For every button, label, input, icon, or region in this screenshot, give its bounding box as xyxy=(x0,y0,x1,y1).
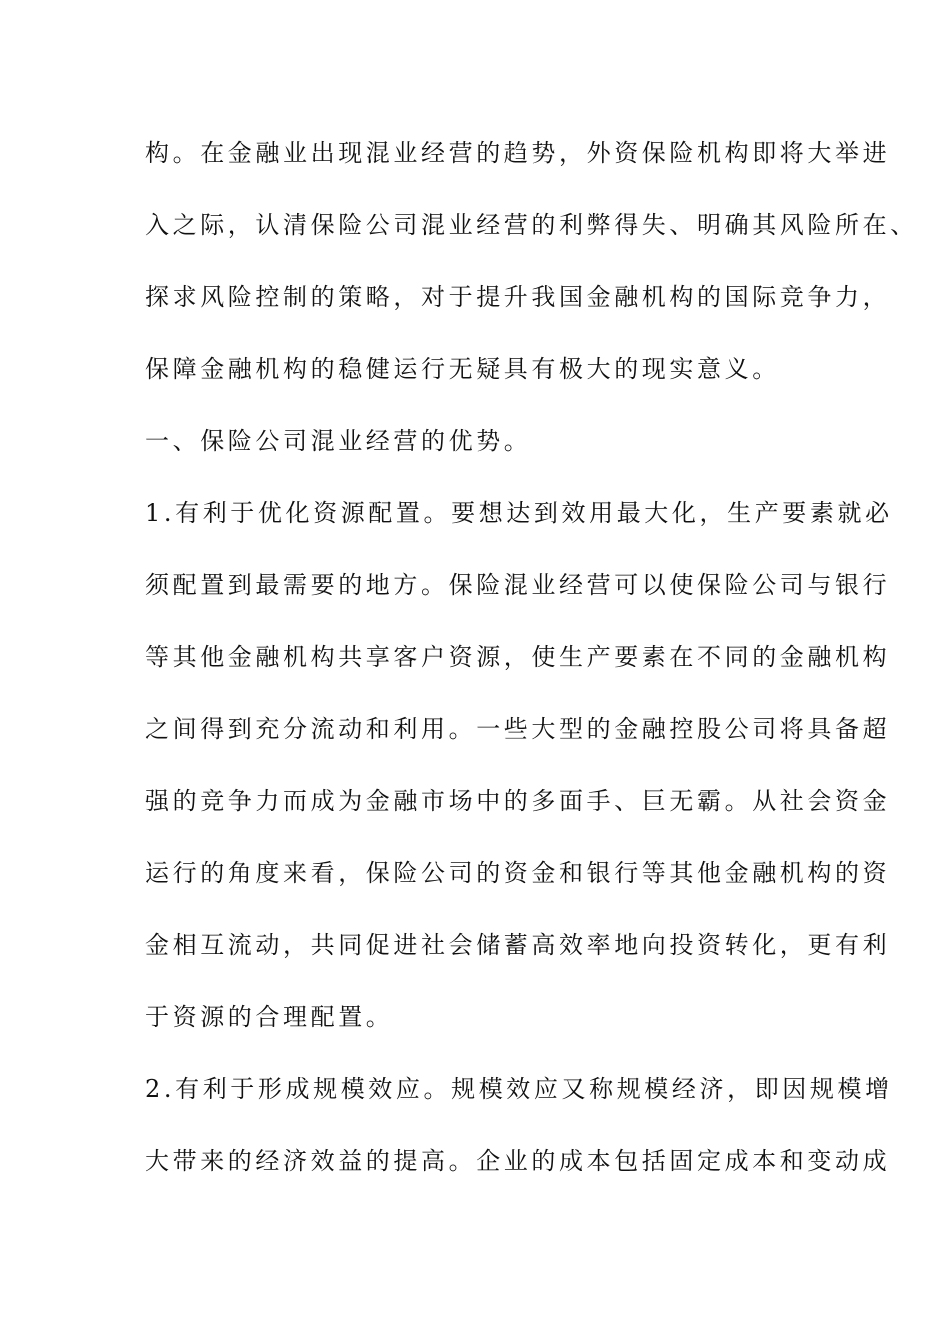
paragraph-line: 构。在金融业出现混业经营的趋势，外资保险机构即将大举进 xyxy=(145,139,891,167)
paragraph-line: 入之际，认清保险公司混业经营的利弊得失、明确其风险所在、 xyxy=(145,211,918,239)
paragraph-line: 保障金融机构的稳健运行无疑具有极大的现实意义。 xyxy=(145,355,780,383)
paragraph-line: 探求风险控制的策略，对于提升我国金融机构的国际竞争力， xyxy=(145,283,891,311)
paragraph-line: 运行的角度来看，保险公司的资金和银行等其他金融机构的资 xyxy=(145,859,891,887)
paragraph-line: 于资源的合理配置。 xyxy=(145,1003,394,1031)
paragraph-line: 大带来的经济效益的提高。企业的成本包括固定成本和变动成 xyxy=(145,1147,891,1175)
paragraph-line: 金相互流动，共同促进社会储蓄高效率地向投资转化，更有利 xyxy=(145,931,891,959)
section-heading: 一、保险公司混业经营的优势。 xyxy=(145,427,532,455)
paragraph-line: 强的竞争力而成为金融市场中的多面手、巨无霸。从社会资金 xyxy=(145,787,891,815)
paragraph-line: 2.有利于形成规模效应。规模效应又称规模经济，即因规模增 xyxy=(145,1075,893,1103)
paragraph-line: 之间得到充分流动和利用。一些大型的金融控股公司将具备超 xyxy=(145,715,891,743)
paragraph-line: 等其他金融机构共享客户资源，使生产要素在不同的金融机构 xyxy=(145,643,891,671)
paragraph-line: 1.有利于优化资源配置。要想达到效用最大化，生产要素就必 xyxy=(145,499,893,527)
paragraph-line: 须配置到最需要的地方。保险混业经营可以使保险公司与银行 xyxy=(145,571,891,599)
